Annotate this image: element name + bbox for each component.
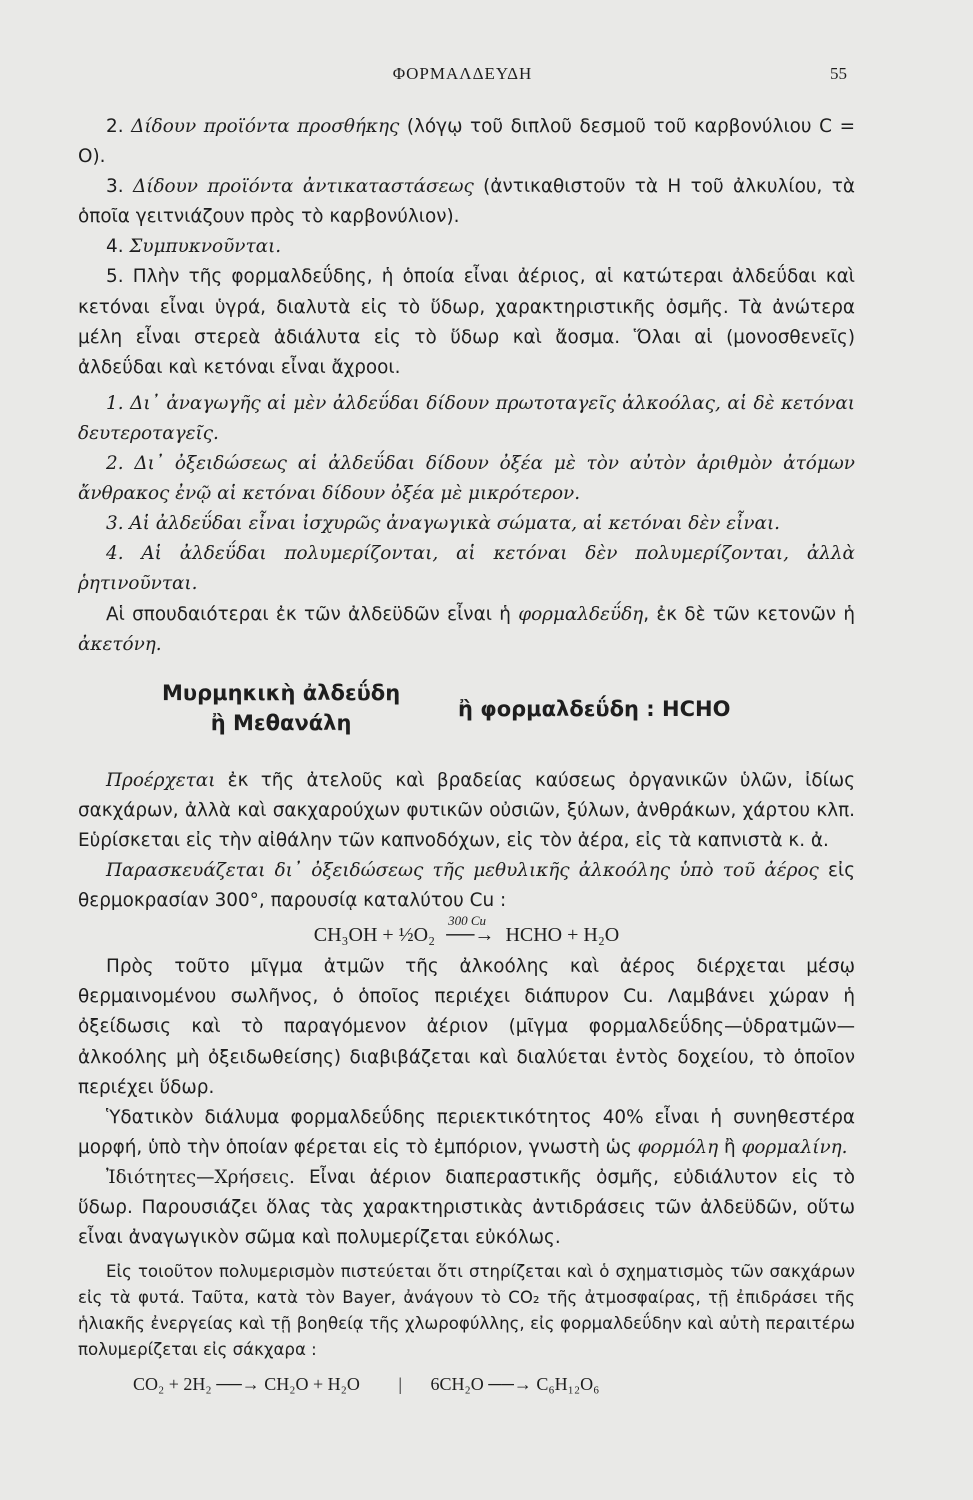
difference-item: 1. Δι᾽ ἀναγωγῆς αἱ μὲν ἀλδεΰδαι δίδουν πρωτοταγεῖς ἀλκοόλας, αἱ δὲ κετόναι δευτεροταγεῖς. [78, 392, 855, 444]
equation-photosynthesis: CO₂ + 2H₂ ──→ CH₂O + H₂O | 6CH₂O ──→ C₆H₁₂O₆ [133, 1374, 600, 1395]
list-item: 2. Δίδουν προϊόντα προσθήκης (λόγῳ τοῦ διπλοῦ δεσμοῦ τοῦ καρβονύλιου C = O). [78, 116, 855, 168]
page-body [78, 112, 855, 1399]
list-item: 3. Δίδουν προϊόντα ἀντικαταστάσεως (ἀντικαθιστοῦν τὰ H τοῦ ἀλκυλίου, τὰ ὁποῖα γειτνιάζουν πρὸς τὸ καρβονύλιον). [78, 176, 855, 228]
heading-line-1: Μυρμηκικὴ ἀλδεΰδη [162, 680, 401, 705]
handwritten-note: 300 Cu [448, 913, 487, 929]
solution-paragraph: Ὑδατικὸν διάλυμα φορμαλδεΰδης περιεκτικότητος 40% εἶναι ἡ συνηθεστέρα μορφή, ὑπὸ τὴν ὁποίαν φέρεται εἰς τὸ ἐμπόριον, γνωστὴ ὡς φορμόλη ἢ φορμαλίνη. [78, 1106, 855, 1158]
preparation-paragraph: Παρασκευάζεται δι᾽ ὀξειδώσεως τῆς μεθυλικῆς ἀλκοόλης ὑπὸ τοῦ ἀέρος εἰς θερμοκρασίαν 300°, παρουσίᾳ καταλύτου Cu : [78, 859, 855, 912]
process-paragraph: Πρὸς τοῦτο μῖγμα ἀτμῶν τῆς ἀλκοόλης καὶ ἀέρος διέρχεται μέσῳ θερμαινομένου σωλῆνος, ὁ ὁποῖος περιέχει διάπυρον Cu. Λαμβάνει χώραν ἡ ὀξείδωσις καὶ τὸ παραγόμενον ἀέριον (μῖγμα φορμαλδεΰδης—ὑδρατμῶν—ἀλκοόλης μὴ ὀξειδωθείσης) διαβιβάζεται καὶ διαλύεται ἐντὸς δοχείου, τὸ ὁποῖον περιέχει ὕδωρ. [78, 956, 855, 1098]
difference-item: 2. Δι᾽ ὀξειδώσεως αἱ ἀλδεΰδαι δίδουν ὀξέα μὲ τὸν αὐτὸν ἀριθμὸν ἀτόμων ἄνθρακος ἐνῷ αἱ κετόναι δίδουν ὀξέα μὲ μικρότερον. [78, 453, 855, 505]
origin-paragraph: Προέρχεται ἐκ τῆς ἀτελοῦς καὶ βραδείας καύσεως ὀργανικῶν ὑλῶν, ἰδίως σακχάρων, ἀλλὰ καὶ σακχαρούχων φυτικῶν οὐσιῶν, ξύλων, ἀνθράκων, χάρτου κλπ. Εὑρίσκεται εἰς τὴν αἰθάλην τῶν καπνοδόχων, εἰς τὸν ἀέρα, εἰς τὰ καπνιστὰ κ. ἀ. [78, 769, 855, 851]
running-header [78, 64, 847, 92]
header-title: ΦΟΡΜΑΛΔΕΥΔΗ [392, 64, 533, 83]
equation-methanol-oxidation: CH₃OH + ½O₂ 300 Cu ──→ HCHO + H₂O [78, 920, 855, 950]
section-heading [78, 674, 855, 766]
note-paragraph: Εἰς τοιοῦτον πολυμερισμὸν πιστεύεται ὅτι στηρίζεται καὶ ὁ σχηματισμὸς τῶν σακχάρων εἰς τὰ φυτά. Ταῦτα, κατὰ τὸν Bayer, ἀνάγουν τὸ CO₂ τῆς ἀτμοσφαίρας, τῇ ἐπιδράσει τῆς ἡλιακῆς ἐνεργείας καὶ τῇ βοηθείᾳ τῆς χλωροφύλλης, εἰς φορμαλδεΰδην καὶ αὐτὴ περαιτέρω πολυμερίζεται εἰς σάκχαρα : [78, 1262, 855, 1360]
list-item: 4. Συμπυκνοῦνται. [106, 236, 282, 258]
heading-formula: ἢ φορμαλδεΰδη : HCHO [458, 696, 731, 721]
properties-paragraph: Ἰδιότητες—Χρήσεις. Εἶναι ἀέριον διαπεραστικῆς ὀσμῆς, εὐδιάλυτον εἰς τὸ ὕδωρ. Παρουσιάζει ὅλας τὰς χαρακτηριστικὰς ἀντιδράσεις τῶν ἀλδεϋδῶν, οὕτω εἶναι ἀναγωγικὸν σῶμα καὶ πολυμερίζεται εὐκόλως. [78, 1166, 855, 1249]
difference-item: 3. Αἱ ἀλδεΰδαι εἶναι ἰσχυρῶς ἀναγωγικὰ σώματα, αἱ κετόναι δὲν εἶναι. [106, 513, 781, 535]
page-number: 55 [830, 64, 847, 83]
summary-paragraph: Αἱ σπουδαιότεραι ἐκ τῶν ἀλδεϋδῶν εἶναι ἡ φορμαλδεΰδη, ἐκ δὲ τῶν κετονῶν ἡ ἀκετόνη. [78, 603, 855, 655]
heading-line-2: ἢ Μεθανάλη [210, 710, 352, 735]
difference-item: 4. Αἱ ἀλδεΰδαι πολυμερίζονται, αἱ κετόναι δὲν πολυμερίζονται, ἀλλὰ ῥητινοῦνται. [78, 543, 855, 595]
list-item: 5. Πλὴν τῆς φορμαλδεΰδης, ἡ ὁποία εἶναι ἀέριος, αἱ κατώτεραι ἀλδεΰδαι καὶ κετόναι εἶναι ὑγρά, διαλυτὰ εἰς τὸ ὕδωρ, χαρακτηριστικῆς ὀσμῆς. Τὰ ἀνώτερα μέλη εἶναι στερεὰ ἀδιάλυτα εἰς τὸ ὕδωρ καὶ ἄοσμα. Ὅλαι αἱ (μονοσθενεῖς) ἀλδεΰδαι καὶ κετόναι εἶναι ἄχροοι. [78, 266, 855, 378]
